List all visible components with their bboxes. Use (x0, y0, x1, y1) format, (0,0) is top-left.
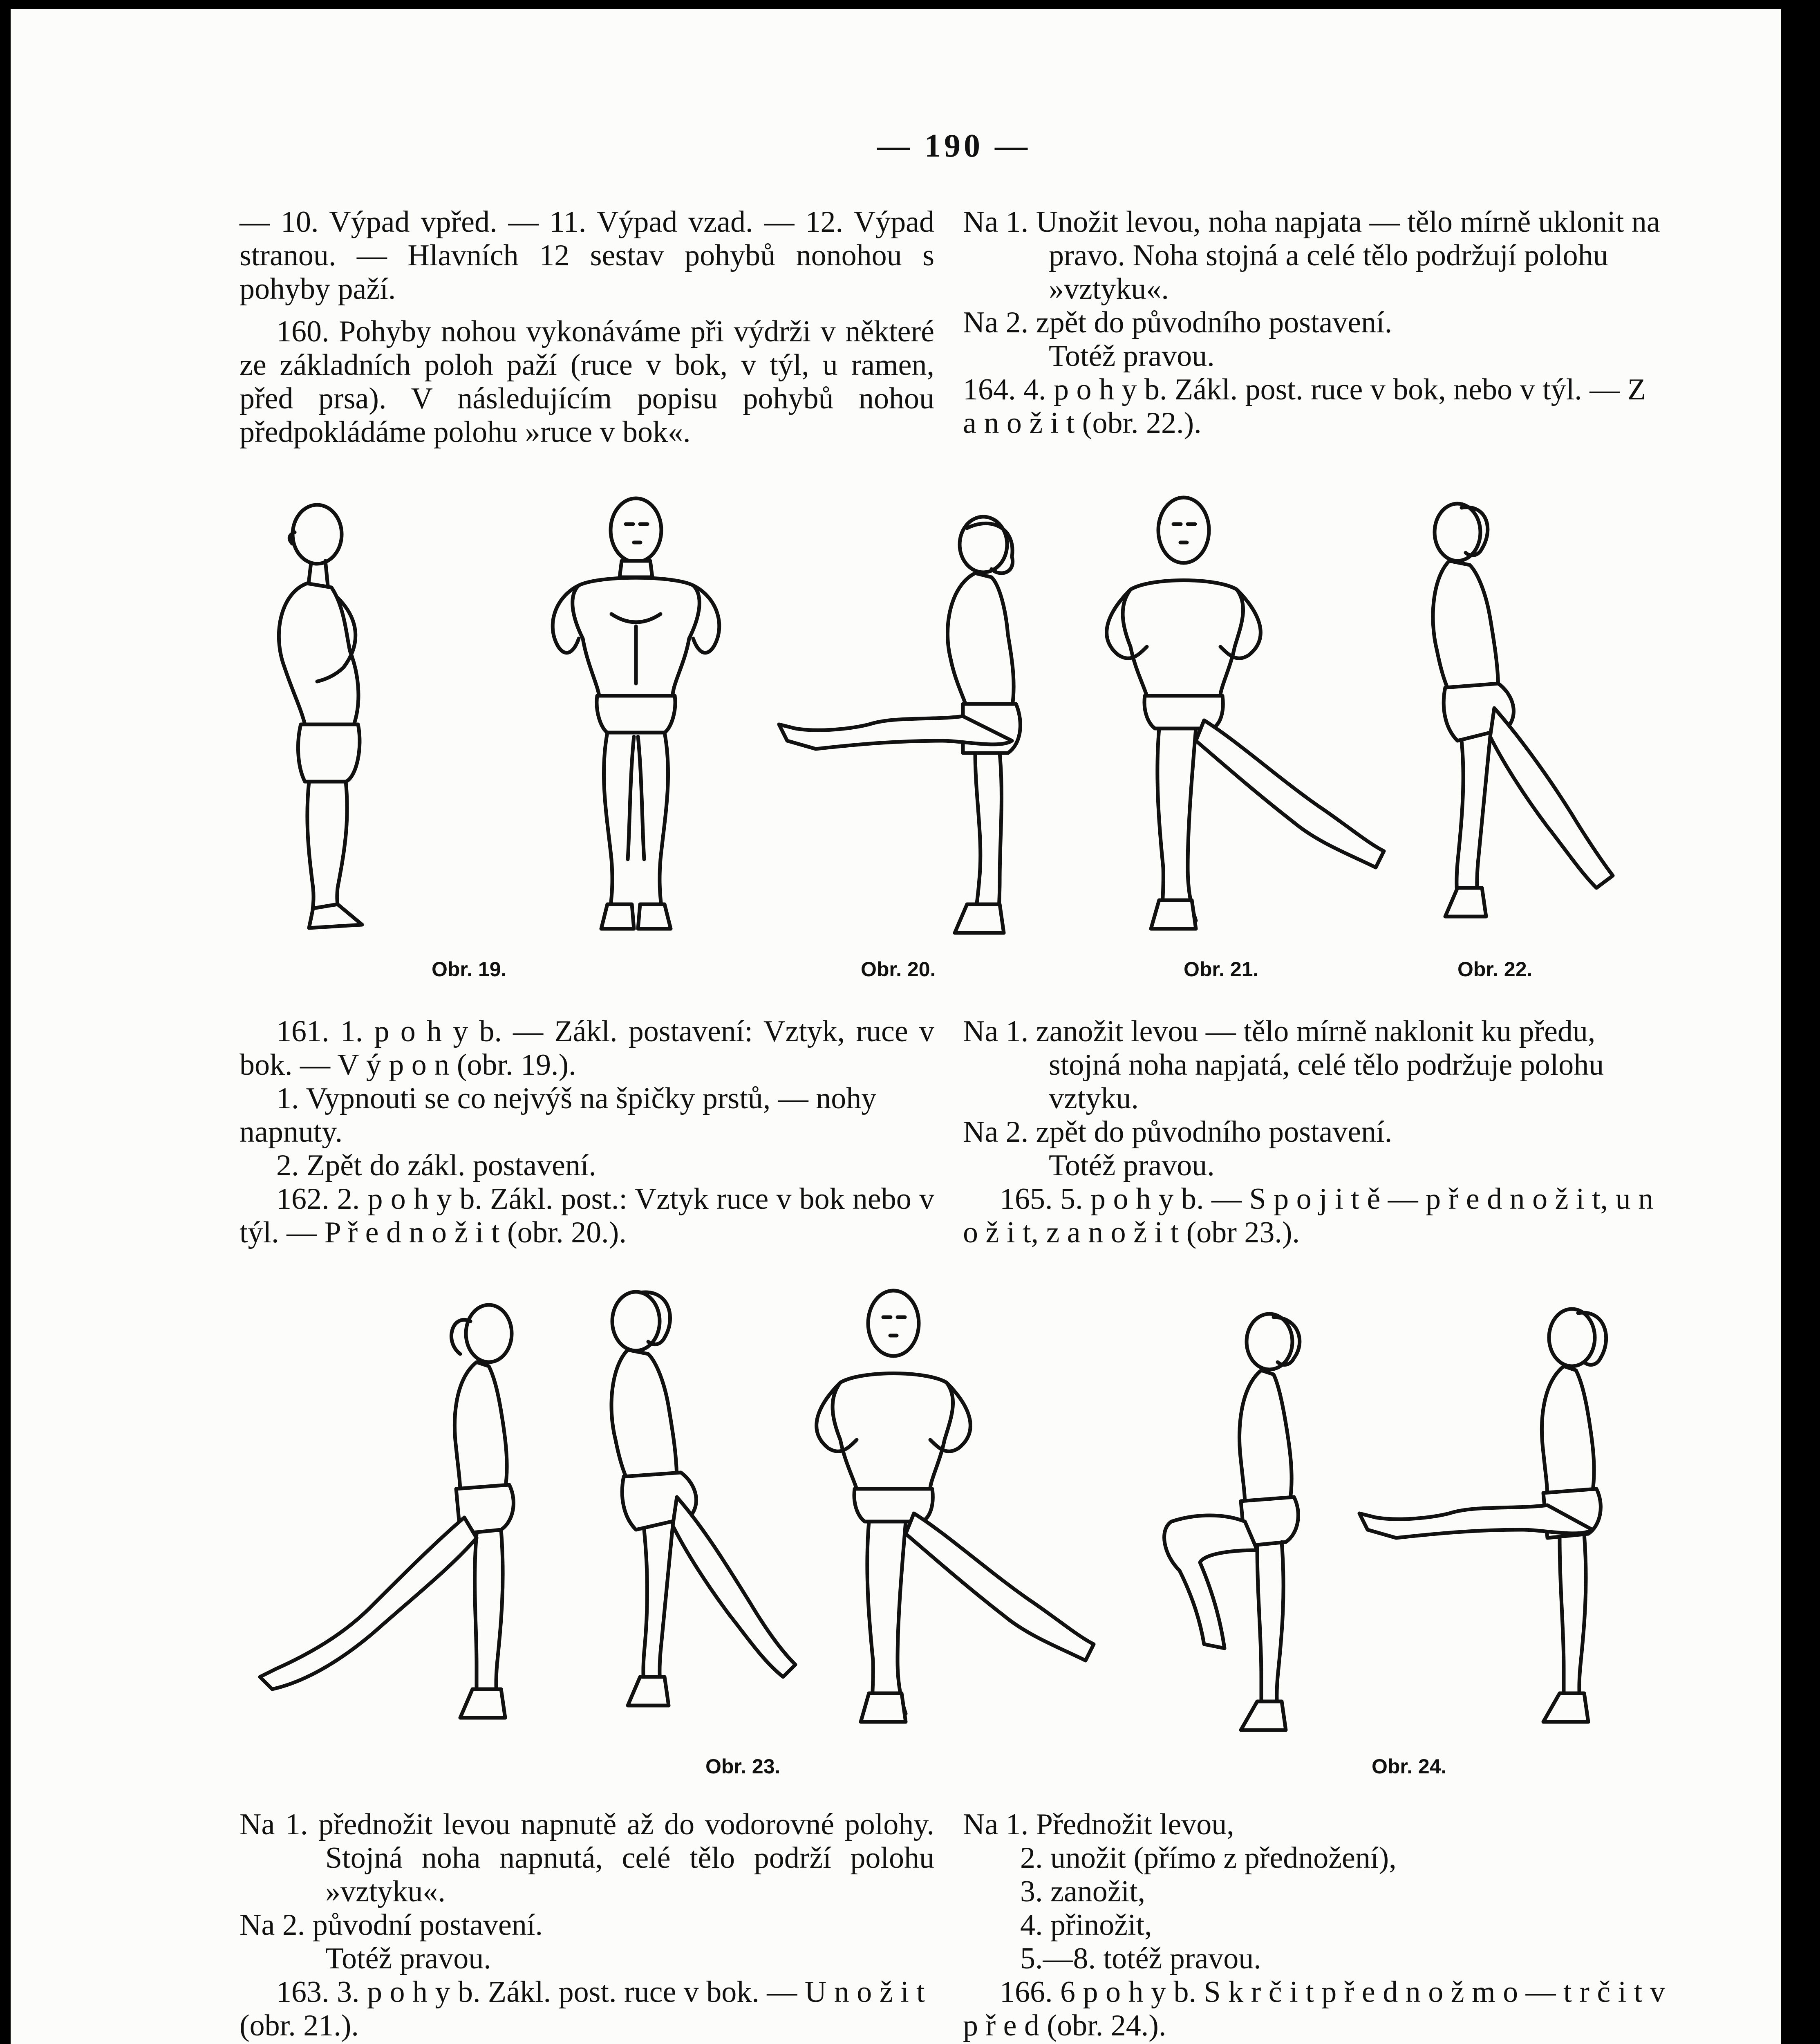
step-na1-164: Na 1. zanožit levou — tělo mírně naklonit ku předu, stojná noha napjatá, celé tělo podržuje polohu vztyku. (963, 1015, 1604, 1115)
paragraph-161: 161. 1. p o h y b. — Zákl. postavení: Vztyk, ruce v bok. — V ý p o n (obr. 19.). (240, 1015, 934, 1082)
book-page (11, 9, 1781, 2044)
caption-obr-21: Obr. 21. (1184, 958, 1259, 981)
step-165-2: 2. unožit (přímo z přednožení), (1020, 1841, 1397, 1875)
caption-obr-23: Obr. 23. (705, 1755, 781, 1778)
paragraph-165: 165. 5. p o h y b. — S p o j i t ě — p ř e d n o ž i t, u n o ž i t, z a n o ž i t (obr 23.). (963, 1182, 1654, 1249)
paragraph-162: 162. 2. p o h y b. Zákl. post.: Vztyk ruce v bok nebo v týl. — P ř e d n o ž i t (obr. 20.). (240, 1182, 934, 1249)
paragraph-163: 163. 3. p o h y b. Zákl. post. ruce v bok. — U n o ž i t (obr. 21.). (240, 1975, 925, 2042)
text-right-top (963, 205, 1666, 440)
paragraph-intro: — 10. Výpad vpřed. — 11. Výpad vzad. — 12. Výpad stranou. — Hlavních 12 sestav pohybů nonohou s pohyby paží. (240, 205, 934, 306)
caption-obr-22: Obr. 22. (1457, 958, 1533, 981)
figure-23-forward (248, 1297, 534, 1738)
caption-obr-19: Obr. 19. (432, 958, 507, 981)
paragraph-166: 166. 6 p o h y b. S k r č i t p ř e d n o ž m o — t r č i t v p ř e d (obr. 24.). (963, 1975, 1665, 2042)
step-165-4: 4. přinožit, (1020, 1908, 1152, 1942)
text-right-middle (963, 1015, 1666, 1249)
caption-obr-20: Obr. 20. (861, 958, 936, 981)
step-161-1: 1. Vypnouti se co nejvýš na špičky prstů, — nohy napnuty. (240, 1082, 877, 1149)
figure-22-side-leg-raise (1073, 491, 1408, 941)
figure-24-leg-thrust (1351, 1301, 1637, 1742)
paragraph-160: 160. Pohyby nohou vykonáváme při výdrži v některé ze základních poloh paží (ruce v bok, v týl, u ramen, před prsa). V následujícím popisu pohybů nohou předpokládáme polohu »ruce v bok«. (240, 315, 934, 449)
figure-23-side (812, 1284, 1139, 1738)
figure-21-forward-leg-raise (771, 512, 1057, 941)
figure-20-front-standing (530, 491, 742, 937)
same-right: Totéž pravou. (1049, 339, 1215, 373)
step-na1-165: Na 1. Přednožit levou, (963, 1808, 1234, 1841)
step-na2-162: Na 2. původní postavení. (240, 1908, 543, 1942)
step-na2: Na 2. zpět do původního postavení. (963, 306, 1392, 339)
step-na1: Na 1. Unožit levou, noha napjata — tělo mírně uklonit na pravo. Noha stojná a celé tělo podržují polohu »vztyku«. (963, 205, 1660, 306)
same-right-164: Totéž pravou. (1049, 1149, 1215, 1182)
page-number: — 190 — (877, 128, 1031, 164)
text-left-middle (240, 1015, 934, 1249)
step-165-3: 3. zanožit, (1020, 1875, 1146, 1908)
text-left-bottom (240, 1808, 934, 2042)
figure-24-knee-raise (1155, 1309, 1327, 1742)
step-165-5: 5.—8. totéž pravou. (1020, 1942, 1261, 1975)
text-left-top (240, 205, 934, 449)
step-na1-162: Na 1. přednožit levou napnutě až do vodorovné polohy. Stojná noha napnutá, celé tělo podrží polohu »vztyku«. (240, 1808, 934, 1908)
figure-22-backward-leg-raise (1400, 495, 1645, 937)
figure-19-side-standing (256, 495, 378, 937)
step-161-2: 2. Zpět do zákl. postavení. (276, 1149, 596, 1182)
paragraph-164: 164. 4. p o h y b. Zákl. post. ruce v bok, nebo v týl. — Z a n o ž i t (obr. 22.). (963, 373, 1646, 440)
step-na2-164: Na 2. zpět do původního postavení. (963, 1115, 1392, 1149)
same-left-162: Totéž pravou. (325, 1942, 491, 1975)
caption-obr-24: Obr. 24. (1372, 1755, 1447, 1778)
text-right-bottom (963, 1808, 1666, 2042)
